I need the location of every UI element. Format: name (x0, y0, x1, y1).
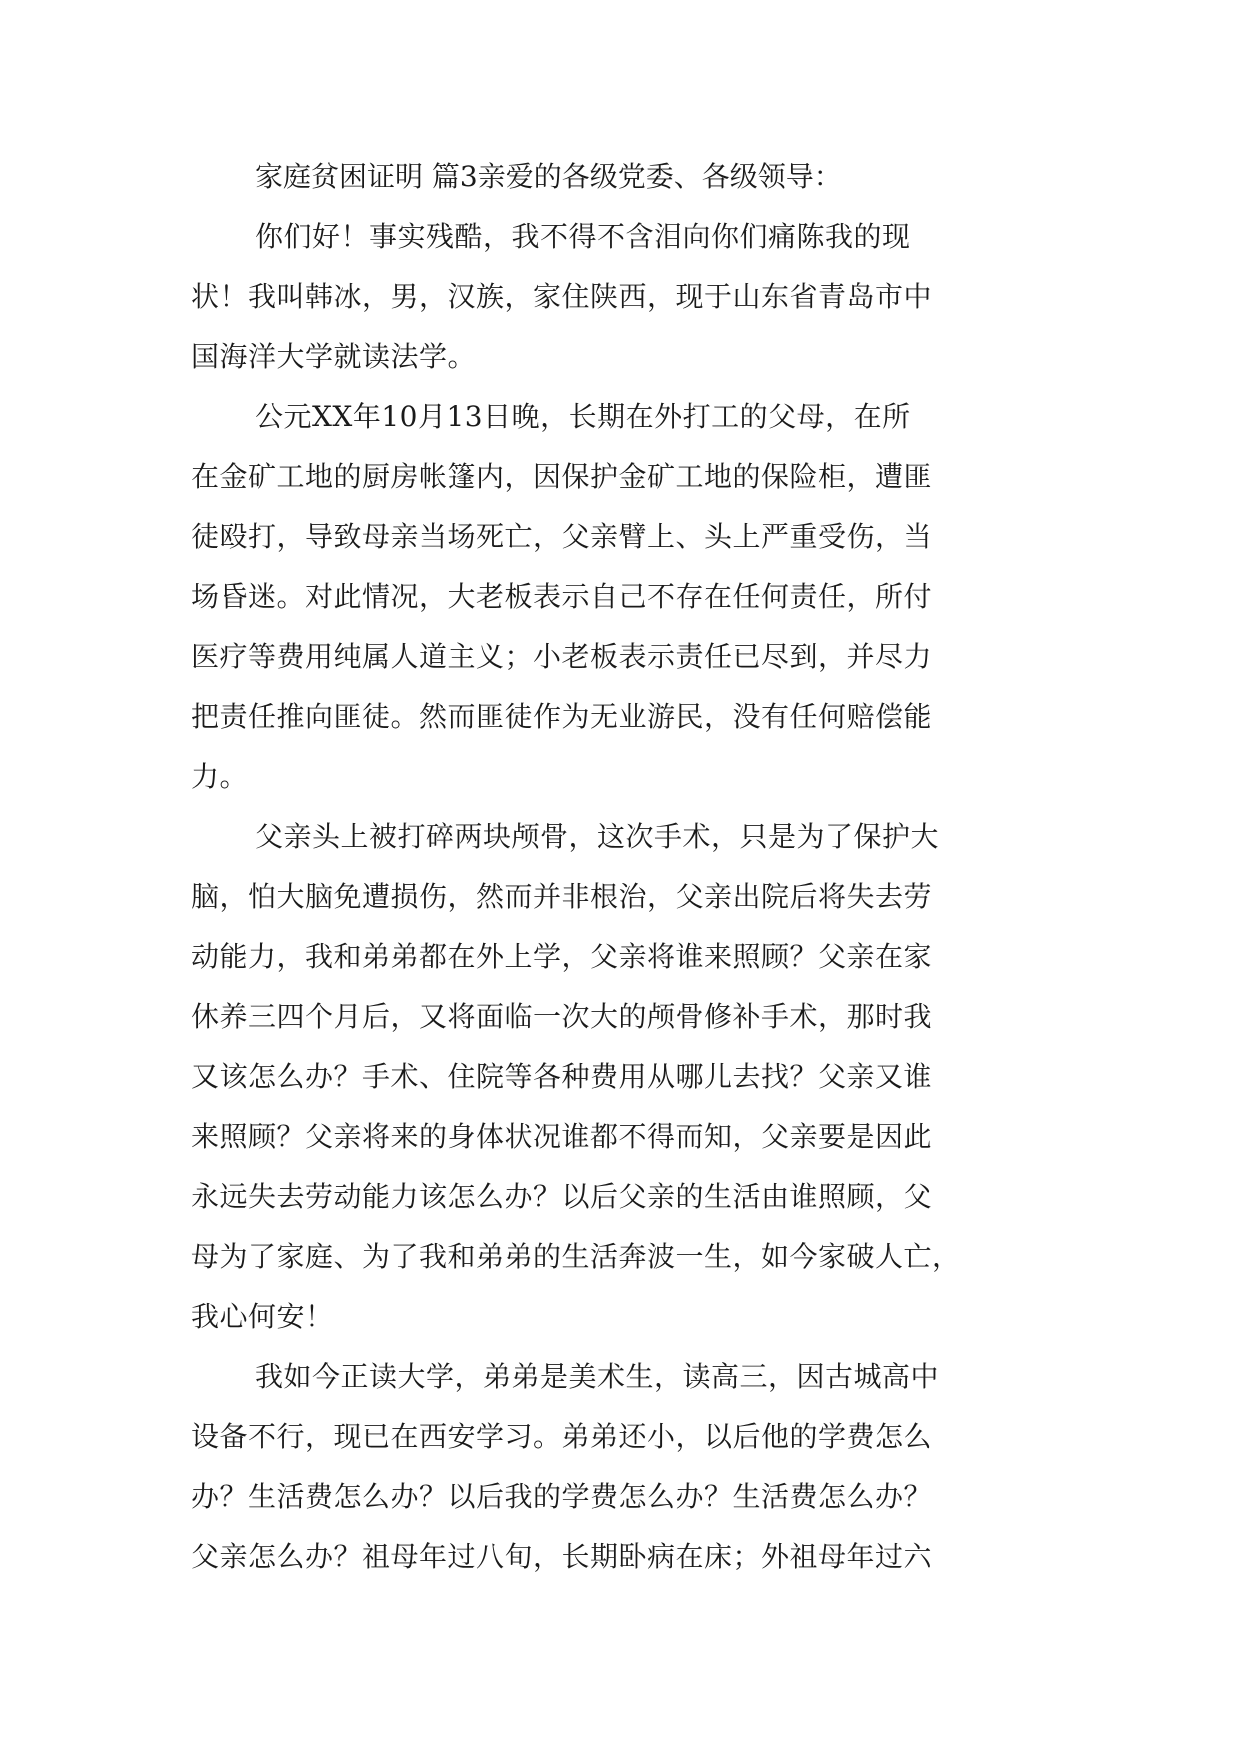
paragraph-3-line-1: 父亲头上被打碎两块颅骨，这次手术，只是为了保护大 (255, 820, 940, 853)
paragraph-4-line-2: 设备不行，现已在西安学习。弟弟还小，以后他的学费怎么 (191, 1420, 933, 1453)
paragraph-3-line-3: 动能力，我和弟弟都在外上学，父亲将谁来照顾？父亲在家 (191, 940, 933, 973)
paragraph-3-line-5: 又该怎么办？手术、住院等各种费用从哪儿去找？父亲又谁 (191, 1060, 933, 1093)
paragraph-2-line-2: 在金矿工地的厨房帐篷内，因保护金矿工地的保险柜，遭匪 (191, 460, 933, 493)
paragraph-2-line-1: 公元XX年10月13日晚，长期在外打工的父母，在所 (255, 400, 911, 433)
paragraph-1-line-2: 状！我叫韩冰，男，汉族，家住陕西，现于山东省青岛市中 (191, 280, 933, 313)
paragraph-2-line-3: 徒殴打，导致母亲当场死亡，父亲臂上、头上严重受伤，当 (191, 520, 933, 553)
paragraph-3-line-9: 我心何安！ (191, 1300, 334, 1333)
document-title-line: 家庭贫困证明 篇3亲爱的各级党委、各级领导： (255, 160, 842, 193)
paragraph-2-line-5: 医疗等费用纯属人道主义；小老板表示责任已尽到，并尽力 (191, 640, 933, 673)
paragraph-3-line-6: 来照顾？父亲将来的身体状况谁都不得而知，父亲要是因此 (191, 1120, 933, 1153)
paragraph-4-line-3: 办？生活费怎么办？以后我的学费怎么办？生活费怎么办？ (191, 1480, 933, 1513)
paragraph-2-line-6: 把责任推向匪徒。然而匪徒作为无业游民，没有任何赔偿能 (191, 700, 933, 733)
paragraph-3-line-2: 脑，怕大脑免遭损伤，然而并非根治，父亲出院后将失去劳 (191, 880, 933, 913)
paragraph-2-line-7: 力。 (191, 760, 249, 793)
paragraph-3-line-8: 母为了家庭、为了我和弟弟的生活奔波一生，如今家破人亡， (191, 1240, 961, 1273)
paragraph-3-line-7: 永远失去劳动能力该怎么办？以后父亲的生活由谁照顾，父 (191, 1180, 933, 1213)
paragraph-1-line-3: 国海洋大学就读法学。 (191, 340, 477, 373)
paragraph-3-line-4: 休养三四个月后，又将面临一次大的颅骨修补手术，那时我 (191, 1000, 933, 1033)
paragraph-4-line-4: 父亲怎么办？祖母年过八旬，长期卧病在床；外祖母年过六 (191, 1540, 933, 1573)
paragraph-4-line-1: 我如今正读大学，弟弟是美术生，读高三，因古城高中 (255, 1360, 940, 1393)
document-body (191, 162, 1051, 1602)
paragraph-2-line-4: 场昏迷。对此情况，大老板表示自己不存在任何责任，所付 (191, 580, 933, 613)
paragraph-1-line-1: 你们好！事实残酷，我不得不含泪向你们痛陈我的现 (255, 220, 911, 253)
